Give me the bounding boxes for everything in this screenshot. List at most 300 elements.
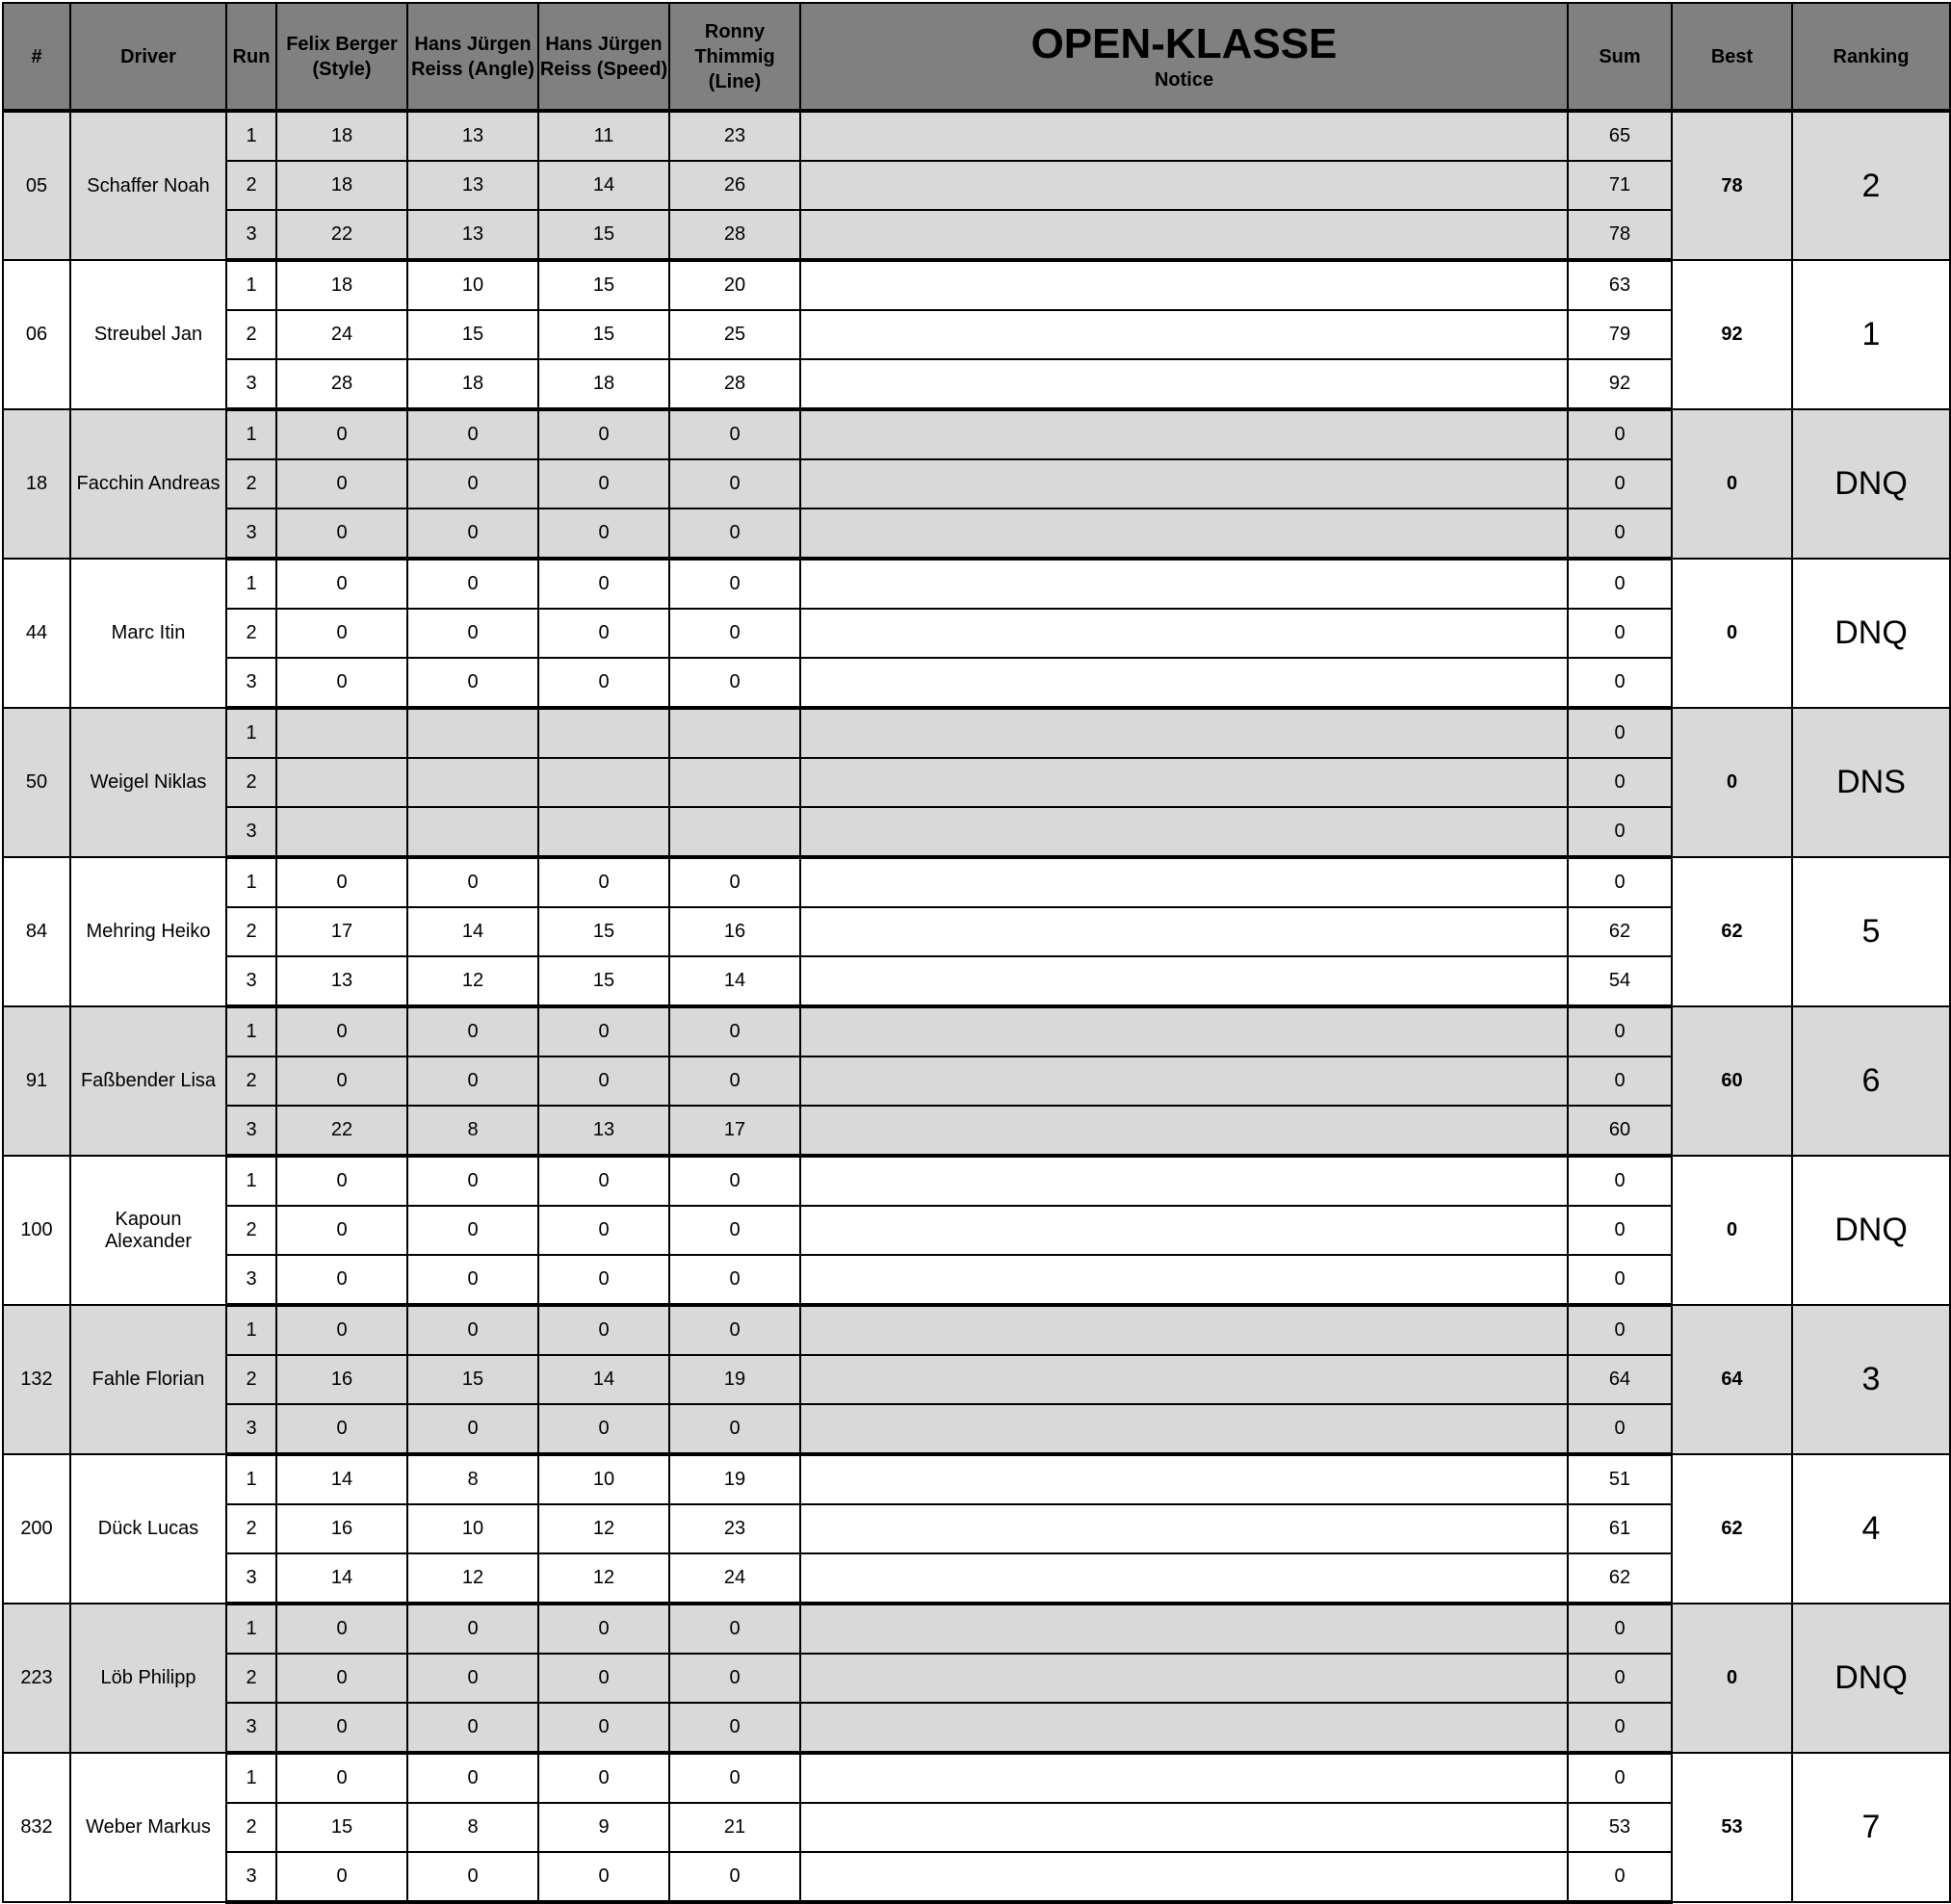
table-row [3, 459, 1950, 509]
score-style: 0 [276, 1654, 407, 1703]
header-ranking: Ranking [1792, 3, 1950, 111]
run-sum: 0 [1568, 509, 1672, 559]
score-angle: 0 [407, 559, 538, 609]
driver-name: Mehring Heiko [70, 857, 226, 1006]
table-row [3, 758, 1950, 807]
driver-name: Schaffer Noah [70, 111, 226, 260]
score-style: 22 [276, 1106, 407, 1156]
run-number: 3 [226, 1255, 276, 1305]
run-number: 2 [226, 907, 276, 956]
score-angle: 0 [407, 1305, 538, 1355]
driver-number: 06 [3, 260, 70, 409]
run-sum: 61 [1568, 1504, 1672, 1553]
score-style: 0 [276, 1156, 407, 1206]
run-sum: 0 [1568, 1305, 1672, 1355]
table-row [3, 1156, 1950, 1206]
notice-cell [800, 260, 1568, 310]
notice-cell [800, 1803, 1568, 1852]
score-angle [407, 807, 538, 857]
run-number: 1 [226, 1305, 276, 1355]
score-speed: 0 [538, 409, 669, 459]
score-speed: 15 [538, 956, 669, 1006]
run-number: 2 [226, 609, 276, 658]
ranking: 2 [1792, 111, 1950, 260]
table-row [3, 359, 1950, 409]
run-sum: 0 [1568, 1156, 1672, 1206]
table-row [3, 1504, 1950, 1553]
score-style [276, 758, 407, 807]
score-line [669, 807, 800, 857]
score-style: 0 [276, 509, 407, 559]
run-number: 3 [226, 359, 276, 409]
run-sum: 92 [1568, 359, 1672, 409]
score-line: 0 [669, 1206, 800, 1255]
score-angle: 0 [407, 1206, 538, 1255]
score-angle: 0 [407, 1006, 538, 1056]
header-number: # [3, 3, 70, 111]
run-number: 3 [226, 210, 276, 260]
notice-cell [800, 1852, 1568, 1902]
driver-number: 05 [3, 111, 70, 260]
score-angle [407, 708, 538, 758]
score-style: 0 [276, 1305, 407, 1355]
best-score: 0 [1672, 559, 1792, 708]
score-style: 0 [276, 1056, 407, 1106]
header-notice: Notice [1154, 68, 1214, 91]
run-number: 3 [226, 1404, 276, 1454]
run-number: 3 [226, 658, 276, 708]
score-speed [538, 708, 669, 758]
score-style: 0 [276, 658, 407, 708]
score-line: 0 [669, 1156, 800, 1206]
notice-cell [800, 559, 1568, 609]
score-speed: 0 [538, 1404, 669, 1454]
notice-cell [800, 758, 1568, 807]
table-row [3, 609, 1950, 658]
table-row [3, 1753, 1950, 1803]
table-row [3, 1305, 1950, 1355]
score-angle: 0 [407, 1255, 538, 1305]
run-number: 2 [226, 1056, 276, 1106]
score-style: 18 [276, 161, 407, 210]
run-sum: 53 [1568, 1803, 1672, 1852]
notice-cell [800, 1553, 1568, 1604]
header-sum: Sum [1568, 3, 1672, 111]
score-speed: 11 [538, 111, 669, 161]
score-angle: 0 [407, 509, 538, 559]
notice-cell [800, 1255, 1568, 1305]
score-line: 0 [669, 409, 800, 459]
score-style: 0 [276, 1753, 407, 1803]
score-line [669, 758, 800, 807]
driver-number: 223 [3, 1604, 70, 1753]
score-angle: 0 [407, 459, 538, 509]
table-row [3, 509, 1950, 559]
notice-cell [800, 857, 1568, 907]
run-number: 2 [226, 1355, 276, 1404]
driver-number: 44 [3, 559, 70, 708]
notice-cell [800, 161, 1568, 210]
notice-cell [800, 956, 1568, 1006]
score-style: 0 [276, 1006, 407, 1056]
driver-number: 84 [3, 857, 70, 1006]
header-judge-style: Felix Berger (Style) [276, 3, 407, 111]
run-sum: 0 [1568, 1852, 1672, 1902]
driver-number: 832 [3, 1753, 70, 1902]
score-line: 21 [669, 1803, 800, 1852]
score-speed: 0 [538, 1206, 669, 1255]
ranking: DNQ [1792, 559, 1950, 708]
score-line: 20 [669, 260, 800, 310]
score-angle: 10 [407, 260, 538, 310]
table-row [3, 1056, 1950, 1106]
score-speed: 14 [538, 1355, 669, 1404]
driver-name: Marc Itin [70, 559, 226, 708]
best-score: 0 [1672, 708, 1792, 857]
driver-name: Kapoun Alexander [70, 1156, 226, 1305]
best-score: 62 [1672, 1454, 1792, 1604]
score-line: 23 [669, 111, 800, 161]
run-sum: 60 [1568, 1106, 1672, 1156]
score-speed: 13 [538, 1106, 669, 1156]
driver-number: 50 [3, 708, 70, 857]
driver-number: 100 [3, 1156, 70, 1305]
driver-name: Weigel Niklas [70, 708, 226, 857]
run-number: 3 [226, 509, 276, 559]
run-number: 1 [226, 409, 276, 459]
run-sum: 54 [1568, 956, 1672, 1006]
score-style: 16 [276, 1355, 407, 1404]
notice-cell [800, 658, 1568, 708]
score-style: 28 [276, 359, 407, 409]
table-row [3, 210, 1950, 260]
table-row [3, 1553, 1950, 1604]
score-style: 0 [276, 1703, 407, 1753]
best-score: 64 [1672, 1305, 1792, 1454]
score-style: 14 [276, 1553, 407, 1604]
run-sum: 0 [1568, 409, 1672, 459]
best-score: 78 [1672, 111, 1792, 260]
run-sum: 0 [1568, 1255, 1672, 1305]
run-sum: 51 [1568, 1454, 1672, 1504]
table-row [3, 1454, 1950, 1504]
score-angle: 0 [407, 1156, 538, 1206]
driver-number: 18 [3, 409, 70, 559]
score-speed: 0 [538, 1255, 669, 1305]
score-speed: 12 [538, 1553, 669, 1604]
score-line: 17 [669, 1106, 800, 1156]
notice-cell [800, 1454, 1568, 1504]
header-row [3, 3, 1950, 111]
best-score: 60 [1672, 1006, 1792, 1156]
score-speed: 0 [538, 459, 669, 509]
run-number: 3 [226, 1852, 276, 1902]
header-judge-speed: Hans Jürgen Reiss (Speed) [538, 3, 669, 111]
notice-cell [800, 1206, 1568, 1255]
score-style: 15 [276, 1803, 407, 1852]
header-judge-angle: Hans Jürgen Reiss (Angle) [407, 3, 538, 111]
notice-cell [800, 1156, 1568, 1206]
score-angle: 0 [407, 1604, 538, 1654]
score-style [276, 807, 407, 857]
notice-cell [800, 1504, 1568, 1553]
score-speed: 0 [538, 609, 669, 658]
run-number: 2 [226, 1654, 276, 1703]
notice-cell [800, 1753, 1568, 1803]
score-angle: 8 [407, 1106, 538, 1156]
score-angle: 8 [407, 1454, 538, 1504]
table-row [3, 161, 1950, 210]
ranking: 7 [1792, 1753, 1950, 1902]
score-line: 0 [669, 509, 800, 559]
score-line: 19 [669, 1355, 800, 1404]
score-speed: 0 [538, 1604, 669, 1654]
table-row [3, 1852, 1950, 1902]
ranking: 6 [1792, 1006, 1950, 1156]
run-number: 3 [226, 956, 276, 1006]
run-number: 2 [226, 1803, 276, 1852]
table-row [3, 1703, 1950, 1753]
run-sum: 64 [1568, 1355, 1672, 1404]
notice-cell [800, 807, 1568, 857]
table-row [3, 857, 1950, 907]
score-style: 0 [276, 857, 407, 907]
notice-cell [800, 1404, 1568, 1454]
score-style: 24 [276, 310, 407, 359]
score-line: 0 [669, 1703, 800, 1753]
notice-cell [800, 907, 1568, 956]
score-speed: 0 [538, 1006, 669, 1056]
score-angle: 0 [407, 1654, 538, 1703]
page-title: OPEN-KLASSE [1030, 19, 1338, 67]
run-sum: 78 [1568, 210, 1672, 260]
table-row [3, 1803, 1950, 1852]
score-speed [538, 807, 669, 857]
score-angle: 13 [407, 161, 538, 210]
notice-cell [800, 459, 1568, 509]
score-line: 0 [669, 1305, 800, 1355]
score-speed: 0 [538, 559, 669, 609]
score-line [669, 708, 800, 758]
score-angle: 8 [407, 1803, 538, 1852]
table-row [3, 111, 1950, 161]
header-run: Run [226, 3, 276, 111]
score-speed: 0 [538, 1654, 669, 1703]
run-number: 1 [226, 857, 276, 907]
score-speed: 0 [538, 857, 669, 907]
score-line: 0 [669, 658, 800, 708]
notice-cell [800, 1305, 1568, 1355]
score-speed: 0 [538, 658, 669, 708]
notice-cell [800, 1056, 1568, 1106]
table-row [3, 956, 1950, 1006]
score-speed: 15 [538, 260, 669, 310]
score-speed: 9 [538, 1803, 669, 1852]
ranking: 3 [1792, 1305, 1950, 1454]
score-angle: 0 [407, 857, 538, 907]
score-line: 0 [669, 1056, 800, 1106]
score-speed: 10 [538, 1454, 669, 1504]
header-best: Best [1672, 3, 1792, 111]
score-speed: 15 [538, 310, 669, 359]
score-angle: 15 [407, 1355, 538, 1404]
run-sum: 62 [1568, 1553, 1672, 1604]
run-sum: 0 [1568, 559, 1672, 609]
table-row [3, 907, 1950, 956]
score-angle: 12 [407, 1553, 538, 1604]
score-line: 0 [669, 1604, 800, 1654]
score-angle [407, 758, 538, 807]
run-number: 1 [226, 1156, 276, 1206]
run-sum: 0 [1568, 1404, 1672, 1454]
table-row [3, 409, 1950, 459]
score-speed: 0 [538, 1703, 669, 1753]
score-line: 16 [669, 907, 800, 956]
notice-cell [800, 1106, 1568, 1156]
run-sum: 79 [1568, 310, 1672, 359]
score-style: 0 [276, 409, 407, 459]
table-row [3, 1604, 1950, 1654]
table-row [3, 1355, 1950, 1404]
ranking: DNQ [1792, 1156, 1950, 1305]
score-line: 0 [669, 1255, 800, 1305]
score-line: 0 [669, 609, 800, 658]
score-speed: 0 [538, 1056, 669, 1106]
best-score: 0 [1672, 409, 1792, 559]
score-speed: 14 [538, 161, 669, 210]
table-row [3, 807, 1950, 857]
score-line: 0 [669, 1654, 800, 1703]
run-sum: 0 [1568, 459, 1672, 509]
score-angle: 12 [407, 956, 538, 1006]
score-style: 0 [276, 559, 407, 609]
run-number: 1 [226, 559, 276, 609]
score-angle: 0 [407, 1753, 538, 1803]
score-angle: 0 [407, 409, 538, 459]
run-sum: 0 [1568, 1006, 1672, 1056]
score-speed: 15 [538, 907, 669, 956]
run-number: 3 [226, 807, 276, 857]
run-number: 1 [226, 1753, 276, 1803]
run-number: 2 [226, 310, 276, 359]
run-sum: 0 [1568, 1056, 1672, 1106]
run-sum: 0 [1568, 1654, 1672, 1703]
score-style: 0 [276, 1206, 407, 1255]
run-number: 2 [226, 758, 276, 807]
score-line: 0 [669, 1006, 800, 1056]
score-speed: 0 [538, 1156, 669, 1206]
score-speed [538, 758, 669, 807]
run-sum: 0 [1568, 758, 1672, 807]
ranking: DNQ [1792, 409, 1950, 559]
notice-cell [800, 359, 1568, 409]
notice-cell [800, 210, 1568, 260]
run-number: 1 [226, 260, 276, 310]
score-style: 16 [276, 1504, 407, 1553]
best-score: 62 [1672, 857, 1792, 1006]
run-number: 3 [226, 1553, 276, 1604]
header-title-notice [800, 3, 1568, 111]
score-angle: 0 [407, 1852, 538, 1902]
notice-cell [800, 1006, 1568, 1056]
score-line: 26 [669, 161, 800, 210]
best-score: 53 [1672, 1753, 1792, 1902]
score-style: 18 [276, 260, 407, 310]
run-number: 1 [226, 1454, 276, 1504]
score-speed: 12 [538, 1504, 669, 1553]
score-line: 0 [669, 1753, 800, 1803]
score-angle: 0 [407, 609, 538, 658]
notice-cell [800, 409, 1568, 459]
score-line: 0 [669, 857, 800, 907]
run-sum: 63 [1568, 260, 1672, 310]
score-style: 0 [276, 1852, 407, 1902]
driver-name: Weber Markus [70, 1753, 226, 1902]
driver-name: Facchin Andreas [70, 409, 226, 559]
run-number: 3 [226, 1703, 276, 1753]
table-row [3, 1654, 1950, 1703]
run-sum: 0 [1568, 609, 1672, 658]
score-line: 28 [669, 359, 800, 409]
score-line: 25 [669, 310, 800, 359]
notice-cell [800, 111, 1568, 161]
ranking: 1 [1792, 260, 1950, 409]
score-angle: 14 [407, 907, 538, 956]
driver-name: Dück Lucas [70, 1454, 226, 1604]
table-row [3, 658, 1950, 708]
driver-name: Fahle Florian [70, 1305, 226, 1454]
notice-cell [800, 1604, 1568, 1654]
run-sum: 71 [1568, 161, 1672, 210]
score-angle: 18 [407, 359, 538, 409]
table-row [3, 310, 1950, 359]
score-speed: 0 [538, 1753, 669, 1803]
best-score: 0 [1672, 1604, 1792, 1753]
driver-name: Löb Philipp [70, 1604, 226, 1753]
score-line: 0 [669, 459, 800, 509]
run-number: 1 [226, 708, 276, 758]
score-style: 0 [276, 1255, 407, 1305]
score-speed: 0 [538, 1852, 669, 1902]
score-style: 22 [276, 210, 407, 260]
ranking: DNQ [1792, 1604, 1950, 1753]
score-style: 0 [276, 1404, 407, 1454]
score-angle: 15 [407, 310, 538, 359]
score-line: 28 [669, 210, 800, 260]
notice-cell [800, 509, 1568, 559]
score-style [276, 708, 407, 758]
run-sum: 0 [1568, 1604, 1672, 1654]
run-sum: 0 [1568, 1703, 1672, 1753]
score-line: 0 [669, 1404, 800, 1454]
score-style: 0 [276, 609, 407, 658]
score-style: 18 [276, 111, 407, 161]
table-row [3, 1255, 1950, 1305]
score-angle: 10 [407, 1504, 538, 1553]
run-number: 2 [226, 161, 276, 210]
run-sum: 0 [1568, 807, 1672, 857]
run-number: 1 [226, 1006, 276, 1056]
best-score: 0 [1672, 1156, 1792, 1305]
driver-number: 132 [3, 1305, 70, 1454]
run-number: 2 [226, 1206, 276, 1255]
run-number: 3 [226, 1106, 276, 1156]
score-speed: 15 [538, 210, 669, 260]
run-sum: 0 [1568, 708, 1672, 758]
table-row [3, 1404, 1950, 1454]
run-number: 1 [226, 111, 276, 161]
score-angle: 13 [407, 210, 538, 260]
